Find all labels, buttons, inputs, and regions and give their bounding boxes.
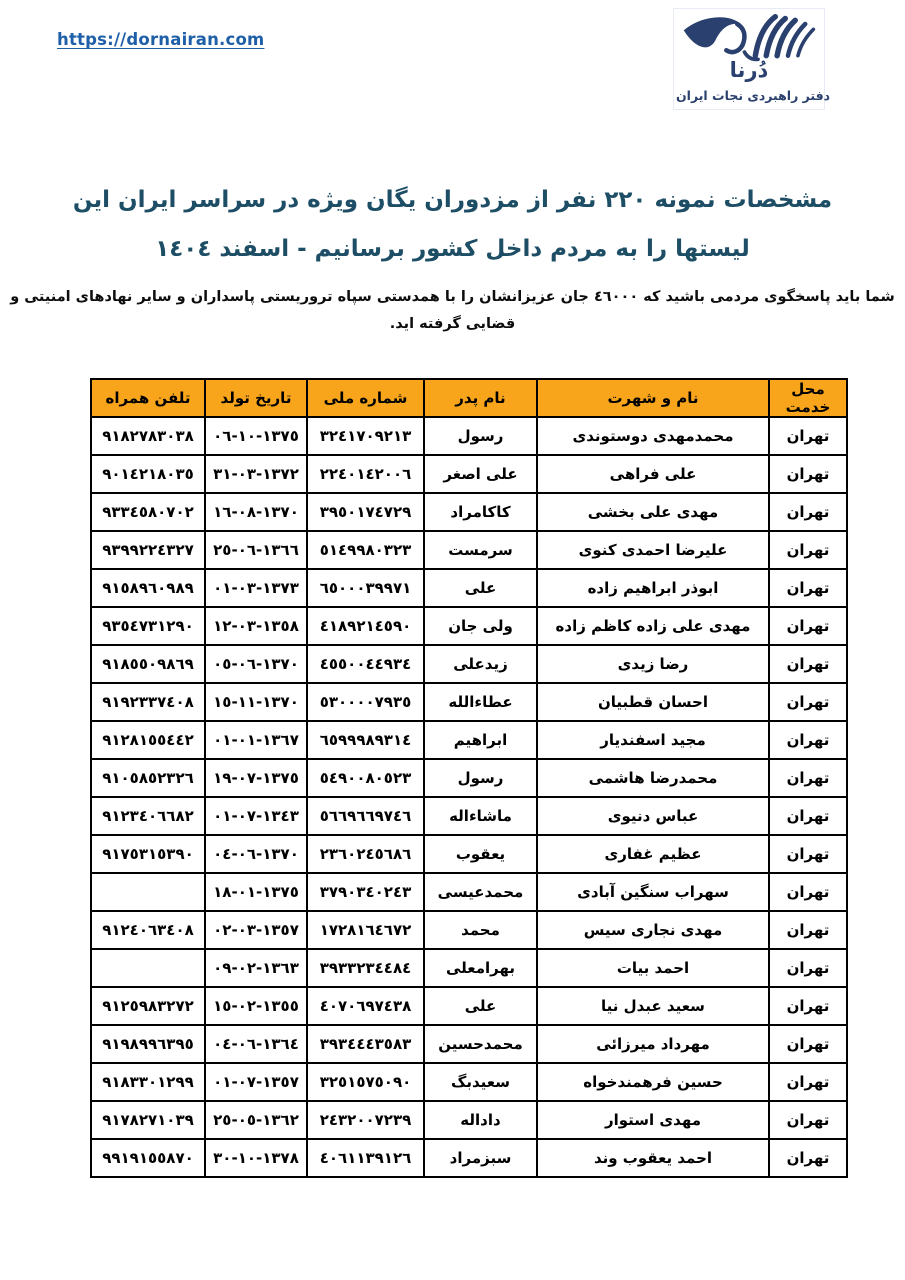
cell-birth_date: ١٣٧٠-١١-١٥: [205, 683, 307, 721]
cell-name: مهرداد میرزائی: [537, 1025, 769, 1063]
cell-national_id: ٤٠٧٠٦٩٧٤٣٨: [307, 987, 424, 1025]
cell-national_id: ٣٩٣٤٤٤٣٥٨٣: [307, 1025, 424, 1063]
cell-service: تهران: [769, 645, 847, 683]
cell-phone: ٩١٨٣٣٠١٢٩٩: [91, 1063, 205, 1101]
column-header-4: تاریخ تولد: [205, 379, 307, 417]
cell-birth_date: ١٣٦٣-٠٢-٠٩: [205, 949, 307, 987]
cell-birth_date: ١٣٧٠-٠٦-٠٤: [205, 835, 307, 873]
cell-service: تهران: [769, 759, 847, 797]
cell-name: احمد یعقوب وند: [537, 1139, 769, 1177]
cell-name: احسان قطبیان: [537, 683, 769, 721]
column-header-3: شماره ملی: [307, 379, 424, 417]
cell-birth_date: ١٣٧٥-١٠-٠٦: [205, 417, 307, 455]
cell-birth_date: ١٣٧٨-١٠-٣٠: [205, 1139, 307, 1177]
logo: [673, 8, 831, 110]
column-header-2: نام پدر: [424, 379, 537, 417]
cell-birth_date: ١٣٧٢-٠٣-٣١: [205, 455, 307, 493]
cell-service: تهران: [769, 797, 847, 835]
cell-father: رسول: [424, 417, 537, 455]
table-row: [91, 455, 847, 493]
cell-phone: ٩١٩٢٣٣٧٤٠٨: [91, 683, 205, 721]
cell-service: تهران: [769, 987, 847, 1025]
cell-national_id: ٢٤٣٢٠٠٧٢٣٩: [307, 1101, 424, 1139]
cell-national_id: ٣٢٥١٥٧٥٠٩٠: [307, 1063, 424, 1101]
cell-father: کاکامراد: [424, 493, 537, 531]
cell-birth_date: ١٣٦٤-٠٦-٠٤: [205, 1025, 307, 1063]
cell-name: احمد بیات: [537, 949, 769, 987]
cell-service: تهران: [769, 835, 847, 873]
table-row: [91, 1025, 847, 1063]
cell-father: یعقوب: [424, 835, 537, 873]
cell-phone: ٩٣٩٩٢٢٤٣٢٧: [91, 531, 205, 569]
table-row: [91, 987, 847, 1025]
cell-father: رسول: [424, 759, 537, 797]
cell-phone: ٩١٧٨٢٧١٠٣٩: [91, 1101, 205, 1139]
cell-national_id: ٤٠٦١١٣٩١٢٦: [307, 1139, 424, 1177]
cell-phone: [91, 949, 205, 987]
cell-phone: [91, 873, 205, 911]
cell-national_id: ٣٩٥٠١٧٤٧٢٩: [307, 493, 424, 531]
cell-phone: ٩١٢٨١٥٥٤٤٢: [91, 721, 205, 759]
page-subtitle-line1: شما باید پاسخگوی مردمی باشید که ٤٦٠٠٠ جان عزیزانشان را با همدستی سپاه تروریستی پاسداران و سایر نهادهای امنیتی و: [10, 289, 895, 305]
cell-birth_date: ١٣٧٥-٠٧-١٩: [205, 759, 307, 797]
page-subtitle: [0, 284, 905, 338]
cell-service: تهران: [769, 607, 847, 645]
cell-name: عظیم غفاری: [537, 835, 769, 873]
cell-father: سرمست: [424, 531, 537, 569]
cell-name: ابوذر ابراهیم زاده: [537, 569, 769, 607]
table-row: [91, 721, 847, 759]
table-row: [91, 797, 847, 835]
cell-national_id: ٣٢٤١٧٠٩٢١٣: [307, 417, 424, 455]
cell-national_id: ٣٧٩٠٣٤٠٢٤٣: [307, 873, 424, 911]
cell-father: علی: [424, 569, 537, 607]
cell-birth_date: ١٣٥٧-٠٣-٠٢: [205, 911, 307, 949]
cell-service: تهران: [769, 683, 847, 721]
cell-service: تهران: [769, 911, 847, 949]
cell-name: علیرضا احمدی کنوی: [537, 531, 769, 569]
cell-birth_date: ١٣٥٥-٠٢-١٥: [205, 987, 307, 1025]
site-link[interactable]: https://dornairan.com: [57, 30, 265, 49]
cell-service: تهران: [769, 721, 847, 759]
table-row: [91, 417, 847, 455]
cell-service: تهران: [769, 455, 847, 493]
recruits-table: [90, 378, 848, 1178]
cell-father: زیدعلی: [424, 645, 537, 683]
cell-service: تهران: [769, 1139, 847, 1177]
cell-phone: ٩١٢٥٩٨٣٢٧٢: [91, 987, 205, 1025]
table-row: [91, 759, 847, 797]
column-header-1: نام و شهرت: [537, 379, 769, 417]
cell-service: تهران: [769, 531, 847, 569]
cell-phone: ٩٩١٩١٥٥٨٧٠: [91, 1139, 205, 1177]
cell-phone: ٩١٨٥٥٠٩٨٦٩: [91, 645, 205, 683]
cell-birth_date: ١٣٧٣-٠٣-٠١: [205, 569, 307, 607]
table-row: [91, 683, 847, 721]
cell-father: ابراهیم: [424, 721, 537, 759]
cell-service: تهران: [769, 1101, 847, 1139]
cell-phone: ٩١٨٢٧٨٣٠٣٨: [91, 417, 205, 455]
cell-name: مهدی علی زاده کاظم زاده: [537, 607, 769, 645]
cell-phone: ٩٣٣٤٥٨٠٧٠٢: [91, 493, 205, 531]
cell-birth_date: ١٣٦٦-٠٦-٢٥: [205, 531, 307, 569]
table-row: [91, 569, 847, 607]
cell-father: علی اصغر: [424, 455, 537, 493]
cell-national_id: ٥١٤٩٩٨٠٣٢٣: [307, 531, 424, 569]
cell-name: سهراب سنگین آبادی: [537, 873, 769, 911]
cell-phone: ٩١٢٣٤٠٦٦٨٢: [91, 797, 205, 835]
cell-birth_date: ١٣٤٣-٠٧-٠١: [205, 797, 307, 835]
cell-name: رضا زیدی: [537, 645, 769, 683]
cell-national_id: ٢٢٤٠١٤٢٠٠٦: [307, 455, 424, 493]
page-subtitle-line2: قضایی گرفته اید.: [389, 316, 516, 332]
cell-name: علی فراهی: [537, 455, 769, 493]
table-row: [91, 1139, 847, 1177]
cell-name: مهدی استوار: [537, 1101, 769, 1139]
cell-national_id: ٤٥٥٠٠٤٤٩٣٤: [307, 645, 424, 683]
cell-father: ولی جان: [424, 607, 537, 645]
cell-name: مهدی نجاری سیس: [537, 911, 769, 949]
recruits-table-wrap: [90, 378, 848, 1178]
cell-national_id: ٤١٨٩٢١٤٥٩٠: [307, 607, 424, 645]
cell-father: ماشاءاله: [424, 797, 537, 835]
cell-birth_date: ١٣٦٧-٠١-٠١: [205, 721, 307, 759]
cell-service: تهران: [769, 1025, 847, 1063]
table-row: [91, 911, 847, 949]
cell-service: تهران: [769, 493, 847, 531]
cell-father: سبزمراد: [424, 1139, 537, 1177]
cell-name: سعید عبدل نیا: [537, 987, 769, 1025]
cell-birth_date: ١٣٧٠-٠٨-١٦: [205, 493, 307, 531]
cell-name: مهدی علی بخشی: [537, 493, 769, 531]
column-header-5: تلفن همراه: [91, 379, 205, 417]
cell-service: تهران: [769, 873, 847, 911]
cell-phone: ٩١٧٥٣١٥٣٩٠: [91, 835, 205, 873]
logo-tagline: دفتر راهبردی نجات ایران: [676, 88, 831, 103]
cell-phone: ٩١٥٨٩٦٠٩٨٩: [91, 569, 205, 607]
cell-national_id: ٦٥٩٩٩٨٩٣١٤: [307, 721, 424, 759]
cell-name: محمدرضا هاشمی: [537, 759, 769, 797]
cell-service: تهران: [769, 417, 847, 455]
cell-birth_date: ١٣٦٢-٠٥-٢٥: [205, 1101, 307, 1139]
cell-national_id: ٥٦٦٩٦٦٩٧٤٦: [307, 797, 424, 835]
cell-service: تهران: [769, 1063, 847, 1101]
cell-national_id: ٦٥٠٠٠٣٩٩٧١: [307, 569, 424, 607]
cell-birth_date: ١٣٧٥-٠١-١٨: [205, 873, 307, 911]
cell-phone: ٩١٩٨٩٩٦٣٩٥: [91, 1025, 205, 1063]
table-row: [91, 531, 847, 569]
table-row: [91, 645, 847, 683]
cell-father: بهرامعلی: [424, 949, 537, 987]
cell-phone: ٩٣٥٤٧٣١٢٩٠: [91, 607, 205, 645]
cell-name: محمدمهدی دوستوندی: [537, 417, 769, 455]
cell-birth_date: ١٣٥٧-٠٧-٠١: [205, 1063, 307, 1101]
table-row: [91, 949, 847, 987]
table-row: [91, 607, 847, 645]
column-header-0: محل خدمت: [769, 379, 847, 417]
table-body: [91, 417, 847, 1177]
cell-phone: ٩٠١٤٢١٨٠٣٥: [91, 455, 205, 493]
cell-national_id: ٥٣٠٠٠٠٧٩٣٥: [307, 683, 424, 721]
cell-birth_date: ١٣٥٨-٠٣-١٢: [205, 607, 307, 645]
table-row: [91, 873, 847, 911]
cell-service: تهران: [769, 949, 847, 987]
page-title: [0, 176, 905, 274]
cell-name: حسین فرهمندخواه: [537, 1063, 769, 1101]
page-title-line1: مشخصات نمونه ٢٢٠ نفر از مزدوران یگان ویژه در سراسر ایران این: [72, 187, 833, 213]
cell-service: تهران: [769, 569, 847, 607]
cell-name: عباس دنیوی: [537, 797, 769, 835]
cell-national_id: ١٧٢٨١٦٤٦٧٢: [307, 911, 424, 949]
table-header-row: [91, 379, 847, 417]
cell-name: مجید اسفندیار: [537, 721, 769, 759]
table-row: [91, 1063, 847, 1101]
cell-national_id: ٥٤٩٠٠٨٠٥٢٣: [307, 759, 424, 797]
page-title-line2: لیستها را به مردم داخل کشور برسانیم - اسفند ١٤٠٤: [155, 236, 750, 262]
cell-father: محمد: [424, 911, 537, 949]
cell-national_id: ٢٣٦٠٢٤٥٦٨٦: [307, 835, 424, 873]
cell-father: محمدحسین: [424, 1025, 537, 1063]
cell-father: سعیدبگ: [424, 1063, 537, 1101]
cell-father: محمدعیسی: [424, 873, 537, 911]
logo-brand-name: دُرنا: [729, 58, 769, 82]
cell-father: عطاءالله: [424, 683, 537, 721]
cell-phone: ٩١٠٥٨٥٢٣٢٦: [91, 759, 205, 797]
cell-father: علی: [424, 987, 537, 1025]
table-row: [91, 493, 847, 531]
table-row: [91, 1101, 847, 1139]
cell-national_id: ٣٩٣٣٢٣٤٤٨٤: [307, 949, 424, 987]
table-row: [91, 835, 847, 873]
cell-father: داداله: [424, 1101, 537, 1139]
cell-birth_date: ١٣٧٠-٠٦-٠٥: [205, 645, 307, 683]
cell-phone: ٩١٢٤٠٦٣٤٠٨: [91, 911, 205, 949]
